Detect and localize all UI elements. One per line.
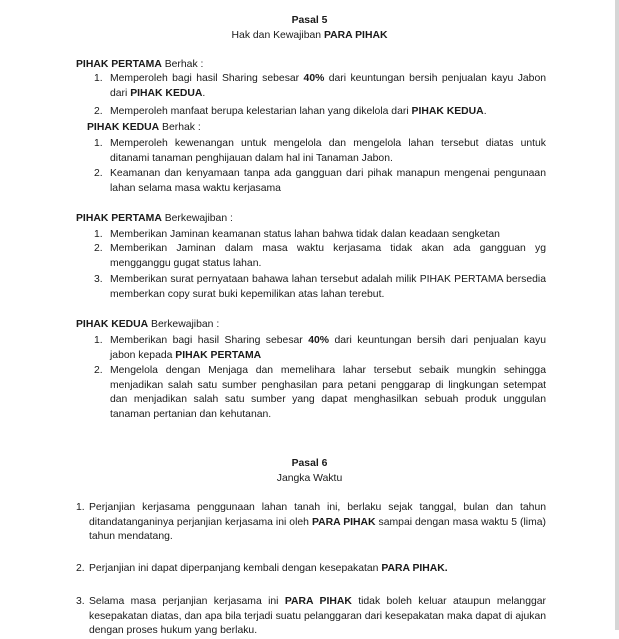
list-item: 2. Mengelola dengan Menjaga dan memelihara lahar tersebut sebaik mungkin sehingga menjadikan salah satu sumber penghasilan para petani penggarap di lingkungan setempat dan menjadikan salah satu sumber yang dapat menghasilkan sebuah produk unggulan tanaman pertanian dan kehutanan. [94, 365, 546, 420]
list-item: 2. Memperoleh manfaat berupa kelestarian lahan yang dikelola dari PIHAK KEDUA. [94, 106, 487, 117]
pasal-6-subtitle: Jangka Waktu [276, 473, 343, 484]
list-item: 1. Memperoleh bagi hasil Sharing sebesar 40% dari keuntungan bersih penjualan kayu Jabon dari PIHAK KEDUA. [94, 73, 546, 99]
list-item: 2. Memberikan Jaminan dalam masa waktu kerjasama tidak akan ada gangguan yg mengganggu gugat status lahan. [94, 243, 546, 269]
section-heading-kedua-berhak: PIHAK KEDUA Berhak : [87, 122, 201, 133]
pasal-5-title: Pasal 5 [291, 15, 328, 26]
pasal-6-title: Pasal 6 [291, 458, 328, 469]
list-item: 1. Memperoleh kewenangan untuk mengelola dan mengelola lahan tersebut diatas untuk ditanami tanaman penghijauan dalam hal ini Tanaman Jabon. [94, 138, 546, 164]
list-item: 2. Keamanan dan kenyamaan tanpa ada gangguan dari pihak manapun mengenai pengunaan lahan selama masa waktu kerjasama [94, 168, 546, 194]
section-heading-pertama-berhak: PIHAK PERTAMA Berhak : [76, 59, 204, 70]
section-heading-pertama-berkewajiban: PIHAK PERTAMA Berkewajiban : [76, 213, 233, 224]
list-item: 1. Perjanjian kerjasama penggunaan lahan tanah ini, berlaku sejak tanggal, bulan dan tahun ditandatanganinya perjanjian kerjasama ini oleh PARA PIHAK sampai dengan masa waktu 5 (lima) tahun mendatang. [76, 502, 546, 543]
list-item: 3. Selama masa perjanjian kerjasama ini PARA PIHAK tidak boleh keluar ataupun melanggar kesepakatan diatas, dan apa bila terjadi suatu pelanggaran dari kesepakatan maka dapat di ajukan dengan proses hukum yang berlaku. [76, 596, 546, 637]
list-item: 2. Perjanjian ini dapat diperpanjang kembali dengan kesepakatan PARA PIHAK. [76, 563, 448, 574]
list-item: 1. Memberikan bagi hasil Sharing sebesar 40% dari keuntungan bersih dari penjualan kayu jabon kepada PIHAK PERTAMA [94, 335, 546, 361]
pasal-5-subtitle: Hak dan Kewajiban PARA PIHAK [231, 30, 388, 41]
list-item: 1. Memberikan Jaminan keamanan status lahan bahwa tidak dalan keadaan sengketan [94, 229, 500, 240]
page-edge-divider [615, 0, 619, 630]
list-item: 3. Memberikan surat pernyataan bahawa lahan tersebut adalah milik PIHAK PERTAMA bersedia memberkan copy surat buki kepemilikan atas lahan terebut. [94, 274, 546, 300]
section-heading-kedua-berkewajiban: PIHAK KEDUA Berkewajiban : [76, 319, 220, 330]
